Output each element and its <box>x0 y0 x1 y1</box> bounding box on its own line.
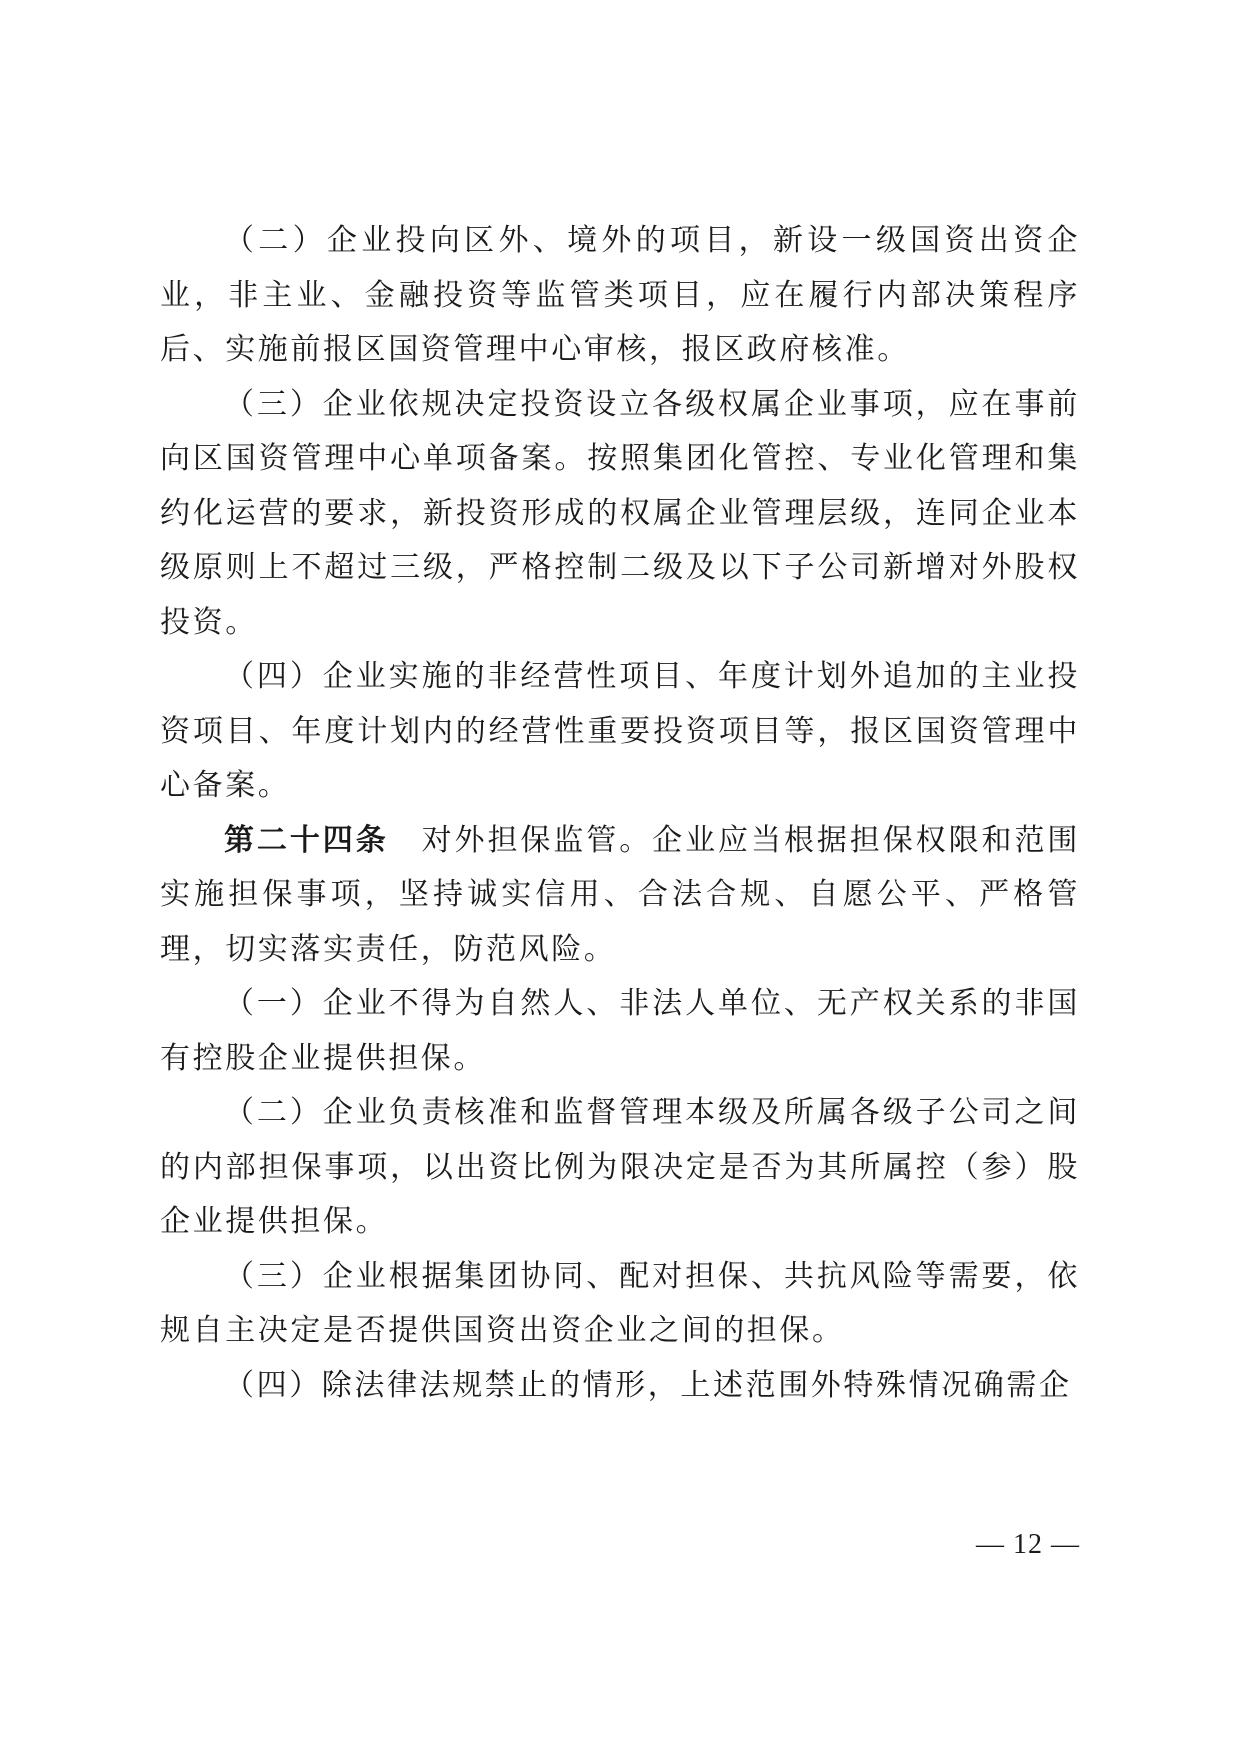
paragraph-4-section: （四）企业实施的非经营性项目、年度计划外追加的主业投资项目、年度计划内的经营性重要投资项目等，报区国资管理中心备案。 <box>160 659 1080 803</box>
paragraph-2-section: （二）企业投向区外、境外的项目，新设一级国资出资企业，非主业、金融投资等监管类项目，应在履行内部决策程序后、实施前报区国资管理中心审核，报区政府核准。 <box>160 223 1080 367</box>
article-heading: 第二十四条 <box>224 822 389 858</box>
guarantee-item-4: （四）除法律法规禁止的情形，上述范围外特殊情况确需企 <box>224 1367 1072 1403</box>
document-body <box>160 214 1080 1413</box>
article-24 <box>160 814 1080 978</box>
guarantee-item-2: （二）企业负责核准和监督管理本级及所属各级子公司之间的内部担保事项，以出资比例为限决定是否为其所属控（参）股企业提供担保。 <box>160 1095 1080 1239</box>
guarantee-item-1: （一）企业不得为自然人、非法人单位、无产权关系的非国有控股企业提供担保。 <box>160 986 1080 1076</box>
article-gap <box>389 823 422 858</box>
guarantee-item-3: （三）企业根据集团协同、配对担保、共抗风险等需要，依规自主决定是否提供国资出资企业之间的担保。 <box>160 1258 1080 1348</box>
paragraph-3-section: （三）企业依规决定投资设立各级权属企业事项，应在事前向区国资管理中心单项备案。按照集团化管控、专业化管理和集约化运营的要求，新投资形成的权属企业管理层级，连同企业本级原则上不超过三级，严格控制二级及以下子公司新增对外股权投资。 <box>160 386 1080 640</box>
article-body: 对外担保监管。企业应当根据担保权限和范围实施担保事项，坚持诚实信用、合法合规、自愿公平、严格管理，切实落实责任，防范风险。 <box>160 822 1081 967</box>
page-number: — 12 — <box>976 1529 1080 1560</box>
